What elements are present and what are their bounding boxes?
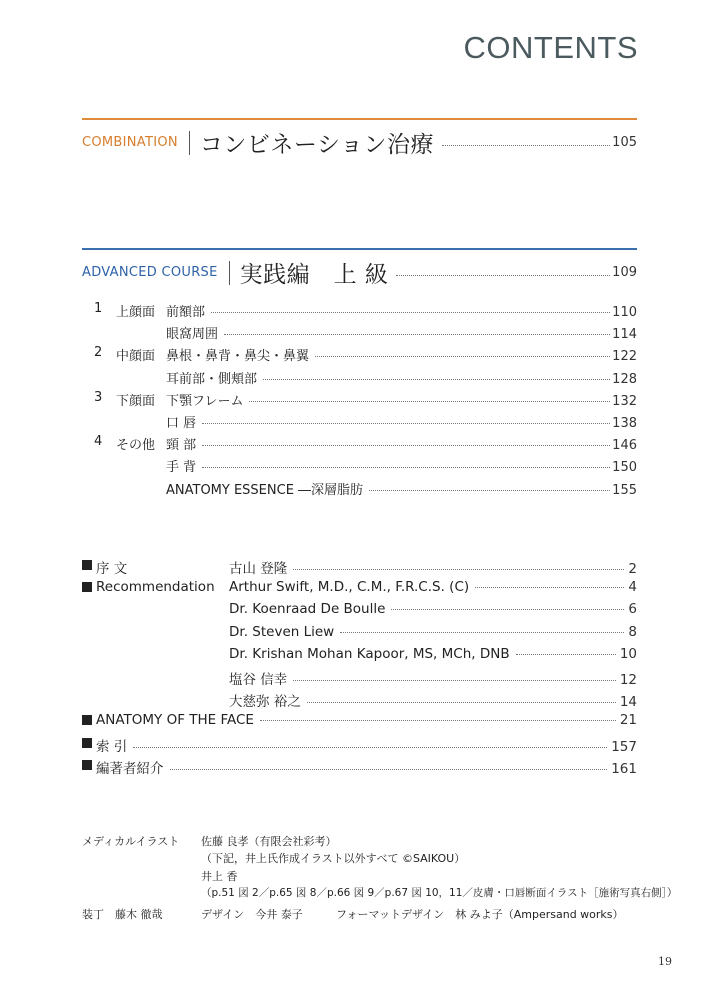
frontmatter-entry[interactable] [82, 577, 637, 599]
dot-leader [340, 632, 624, 633]
entry-title: 耳前部・側頬部 [166, 371, 258, 387]
page-folio: 19 [658, 955, 672, 968]
frontmatter-entry[interactable] [82, 710, 637, 732]
entry-title: 手 背 [166, 460, 197, 476]
entry-author: 古山 登隆 [229, 561, 288, 577]
entry-author: Dr. Krishan Mohan Kapoor, MS, MCh, DNB [229, 645, 510, 662]
entry-author: Arthur Swift, M.D., C.M., F.R.C.S. (C) [229, 579, 470, 596]
page-number: 2 [628, 561, 637, 577]
credit-illustration-label: メディカルイラスト [82, 835, 180, 848]
frontmatter-entry[interactable] [82, 555, 637, 577]
credit-illustrator-1: 佐藤 良孝（有限会社彩考） [201, 835, 337, 848]
entry-line [229, 601, 637, 617]
frontmatter-entry[interactable] [82, 755, 637, 777]
toc-entry[interactable] [82, 387, 637, 409]
credit-illustrator-1-note: （下記，井上氏作成イラスト以外すべて ©SAIKOU） [201, 852, 466, 865]
toc-entry[interactable] [82, 409, 637, 431]
entry-line [82, 757, 637, 777]
entry-title: 鼻根・鼻背・鼻尖・鼻翼 [166, 349, 310, 365]
dot-leader [475, 587, 624, 588]
dot-leader [442, 145, 610, 146]
page-number: 128 [612, 371, 637, 387]
entry-number: 2 [94, 345, 103, 361]
dot-leader [224, 334, 610, 335]
toc-entry[interactable] [82, 431, 637, 453]
page-number: 21 [619, 712, 637, 729]
frontmatter-entry[interactable] [82, 622, 637, 644]
credit-binding: 装丁 藤木 徹哉 [82, 908, 163, 921]
page-number: 109 [612, 265, 637, 280]
dot-leader [133, 747, 607, 748]
entry-label: 序 文 [96, 561, 128, 577]
credit-format-design: フォーマットデザイン 林 みよ子（Ampersand works） [336, 908, 624, 921]
section-label: ADVANCED COURSE [82, 265, 218, 280]
toc-entry[interactable] [82, 342, 637, 364]
entry-region: 上顔面 [116, 305, 156, 320]
section-title: 実践編 上 級 [239, 262, 389, 288]
dot-leader [293, 680, 616, 681]
page-number: 150 [612, 460, 637, 476]
page-number: 6 [628, 601, 637, 618]
entry-label: Recommendation [96, 579, 215, 596]
toc-entry[interactable] [82, 365, 637, 387]
frontmatter-entry[interactable] [82, 644, 637, 666]
dot-leader [202, 423, 610, 424]
dot-leader [396, 275, 610, 276]
entry-number: 4 [94, 434, 103, 450]
entry-line [229, 557, 637, 577]
entry-label: 索 引 [96, 738, 128, 755]
toc-entry[interactable] [82, 298, 637, 320]
entry-line [229, 668, 637, 688]
entry-line [82, 712, 637, 728]
dot-leader [315, 356, 610, 357]
entry-title: 下顎フレーム [166, 393, 244, 409]
page-number: 4 [628, 579, 637, 596]
dot-leader [202, 467, 610, 468]
bullet-square-icon [82, 582, 92, 592]
entry-title: 前額部 [166, 305, 206, 320]
entry-title: 眼窩周囲 [166, 327, 219, 343]
page-number: 110 [612, 305, 637, 320]
page-number: 14 [619, 694, 637, 711]
entry-line [229, 624, 637, 640]
page-number: 155 [612, 482, 637, 498]
credit-illustrator-2-note: （p.51 図 2／p.65 図 8／p.66 図 9／p.67 図 10，11／皮膚・口唇断面イラスト［施術写真右側］） [201, 887, 678, 899]
section-advanced-course[interactable] [82, 256, 637, 289]
page-number: 138 [612, 416, 637, 431]
entry-line [229, 579, 637, 595]
section-separator [229, 261, 230, 285]
entry-author: 塩谷 信幸 [229, 672, 288, 688]
section-combination[interactable] [82, 126, 637, 159]
toc-entry[interactable] [82, 476, 637, 498]
entry-line [229, 690, 637, 710]
dot-leader [202, 445, 610, 446]
entry-author: Dr. Koenraad De Boulle [229, 601, 386, 618]
page-number: 12 [619, 672, 637, 688]
page-number: 132 [612, 393, 637, 409]
dot-leader [249, 401, 610, 402]
dot-leader [211, 312, 610, 313]
dot-leader [391, 609, 624, 610]
dot-leader [263, 379, 610, 380]
entry-region: その他 [116, 438, 156, 454]
section-divider-advanced [82, 248, 637, 250]
entry-label: ANATOMY OF THE FACE [96, 712, 254, 729]
dot-leader [260, 720, 616, 721]
page-number: 157 [611, 738, 637, 755]
entry-label: 編著者紹介 [96, 760, 164, 777]
entry-title: ANATOMY ESSENCE ―深層脂肪 [166, 482, 364, 498]
frontmatter-entry[interactable] [82, 733, 637, 755]
section-divider-combination [82, 118, 637, 120]
bullet-square-icon [82, 560, 92, 570]
section-title: コンビネーション治療 [199, 132, 435, 158]
page-number: 146 [612, 438, 637, 454]
entry-number: 3 [94, 389, 103, 405]
toc-entry[interactable] [82, 453, 637, 475]
credit-design: デザイン 今井 泰子 [201, 908, 303, 921]
entry-title: 頸 部 [166, 438, 197, 454]
page-number: 10 [619, 645, 637, 662]
entry-author: Dr. Steven Liew [229, 623, 335, 640]
entry-number: 1 [94, 301, 103, 316]
dot-leader [307, 702, 616, 703]
page-title: CONTENTS [463, 30, 638, 65]
frontmatter-entry[interactable] [82, 599, 637, 621]
section-separator [189, 131, 190, 155]
toc-entry[interactable] [82, 320, 637, 342]
page-number: 161 [611, 760, 637, 777]
entry-line [82, 735, 637, 755]
entry-region: 下顔面 [116, 393, 156, 409]
section-label: COMBINATION [82, 135, 178, 150]
dot-leader [369, 490, 610, 491]
page-number: 8 [628, 623, 637, 640]
page-number: 122 [612, 349, 637, 365]
entry-region: 中顔面 [116, 349, 156, 365]
credit-illustrator-2: 井上 香 [201, 870, 238, 883]
entry-line [229, 646, 637, 662]
entry-author: 大慈弥 裕之 [229, 694, 301, 711]
dot-leader [293, 569, 624, 570]
page-number: 114 [612, 327, 637, 343]
page-number: 105 [612, 135, 637, 150]
dot-leader [516, 654, 616, 655]
dot-leader [170, 769, 608, 770]
frontmatter-entry[interactable] [82, 666, 637, 688]
frontmatter-entry[interactable] [82, 688, 637, 710]
entry-title: 口 唇 [166, 416, 197, 431]
